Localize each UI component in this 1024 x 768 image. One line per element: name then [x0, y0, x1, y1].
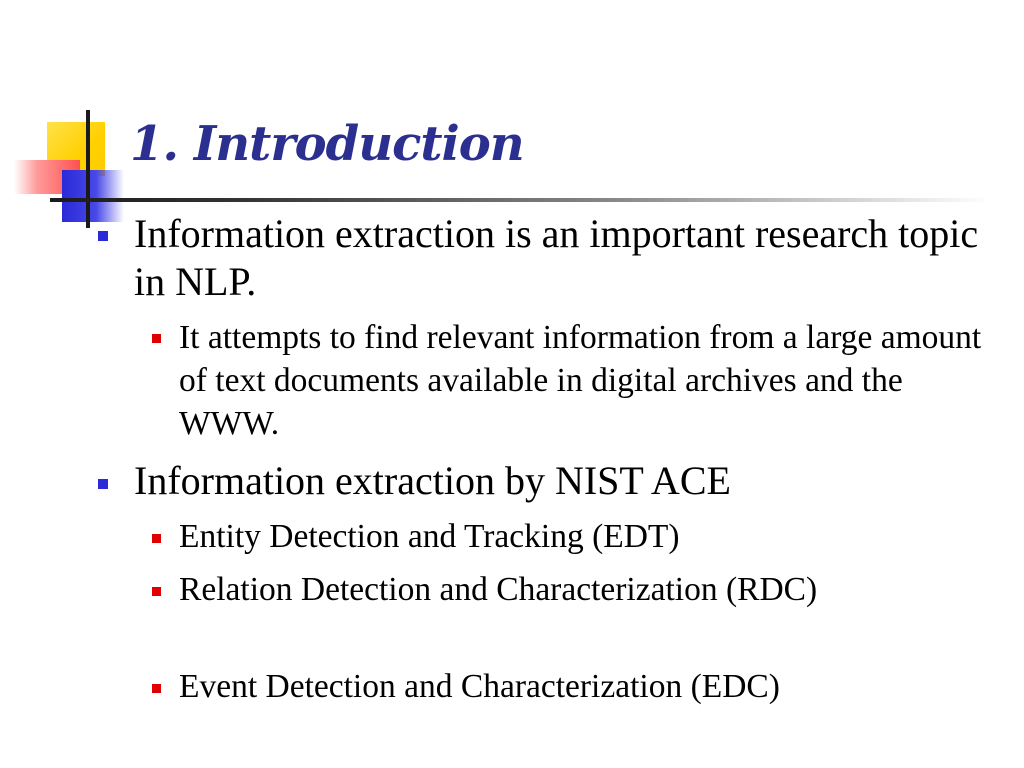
sub-bullet-item-2-3: Event Detection and Characterization (EDC)	[179, 668, 780, 705]
sub-bullet-item-2-2: Relation Detection and Characterization (RDC)	[179, 571, 818, 608]
blue-square-bullet-icon	[98, 231, 108, 241]
red-square-bullet-icon	[152, 684, 161, 693]
slide-title: 1. Introduction	[130, 116, 524, 172]
bullet-item-2: Information extraction by NIST ACE	[134, 458, 731, 503]
sub-bullet-item-2-1: Entity Detection and Tracking (EDT)	[179, 518, 680, 555]
title-underline-rule	[50, 198, 990, 202]
red-square-bullet-icon	[152, 587, 161, 596]
sub-bullet-item-1-1: It attempts to find relevant information from a large amount of text documents available in digital archives and the WWW.	[179, 319, 982, 442]
blue-square-bullet-icon	[98, 479, 108, 489]
vertical-rule-decoration	[86, 110, 90, 228]
red-square-bullet-icon	[152, 534, 161, 543]
bullet-item-1: Information extraction is an important research topic in NLP.	[134, 211, 979, 304]
red-square-bullet-icon	[152, 334, 161, 343]
blue-square-decoration	[62, 170, 124, 222]
